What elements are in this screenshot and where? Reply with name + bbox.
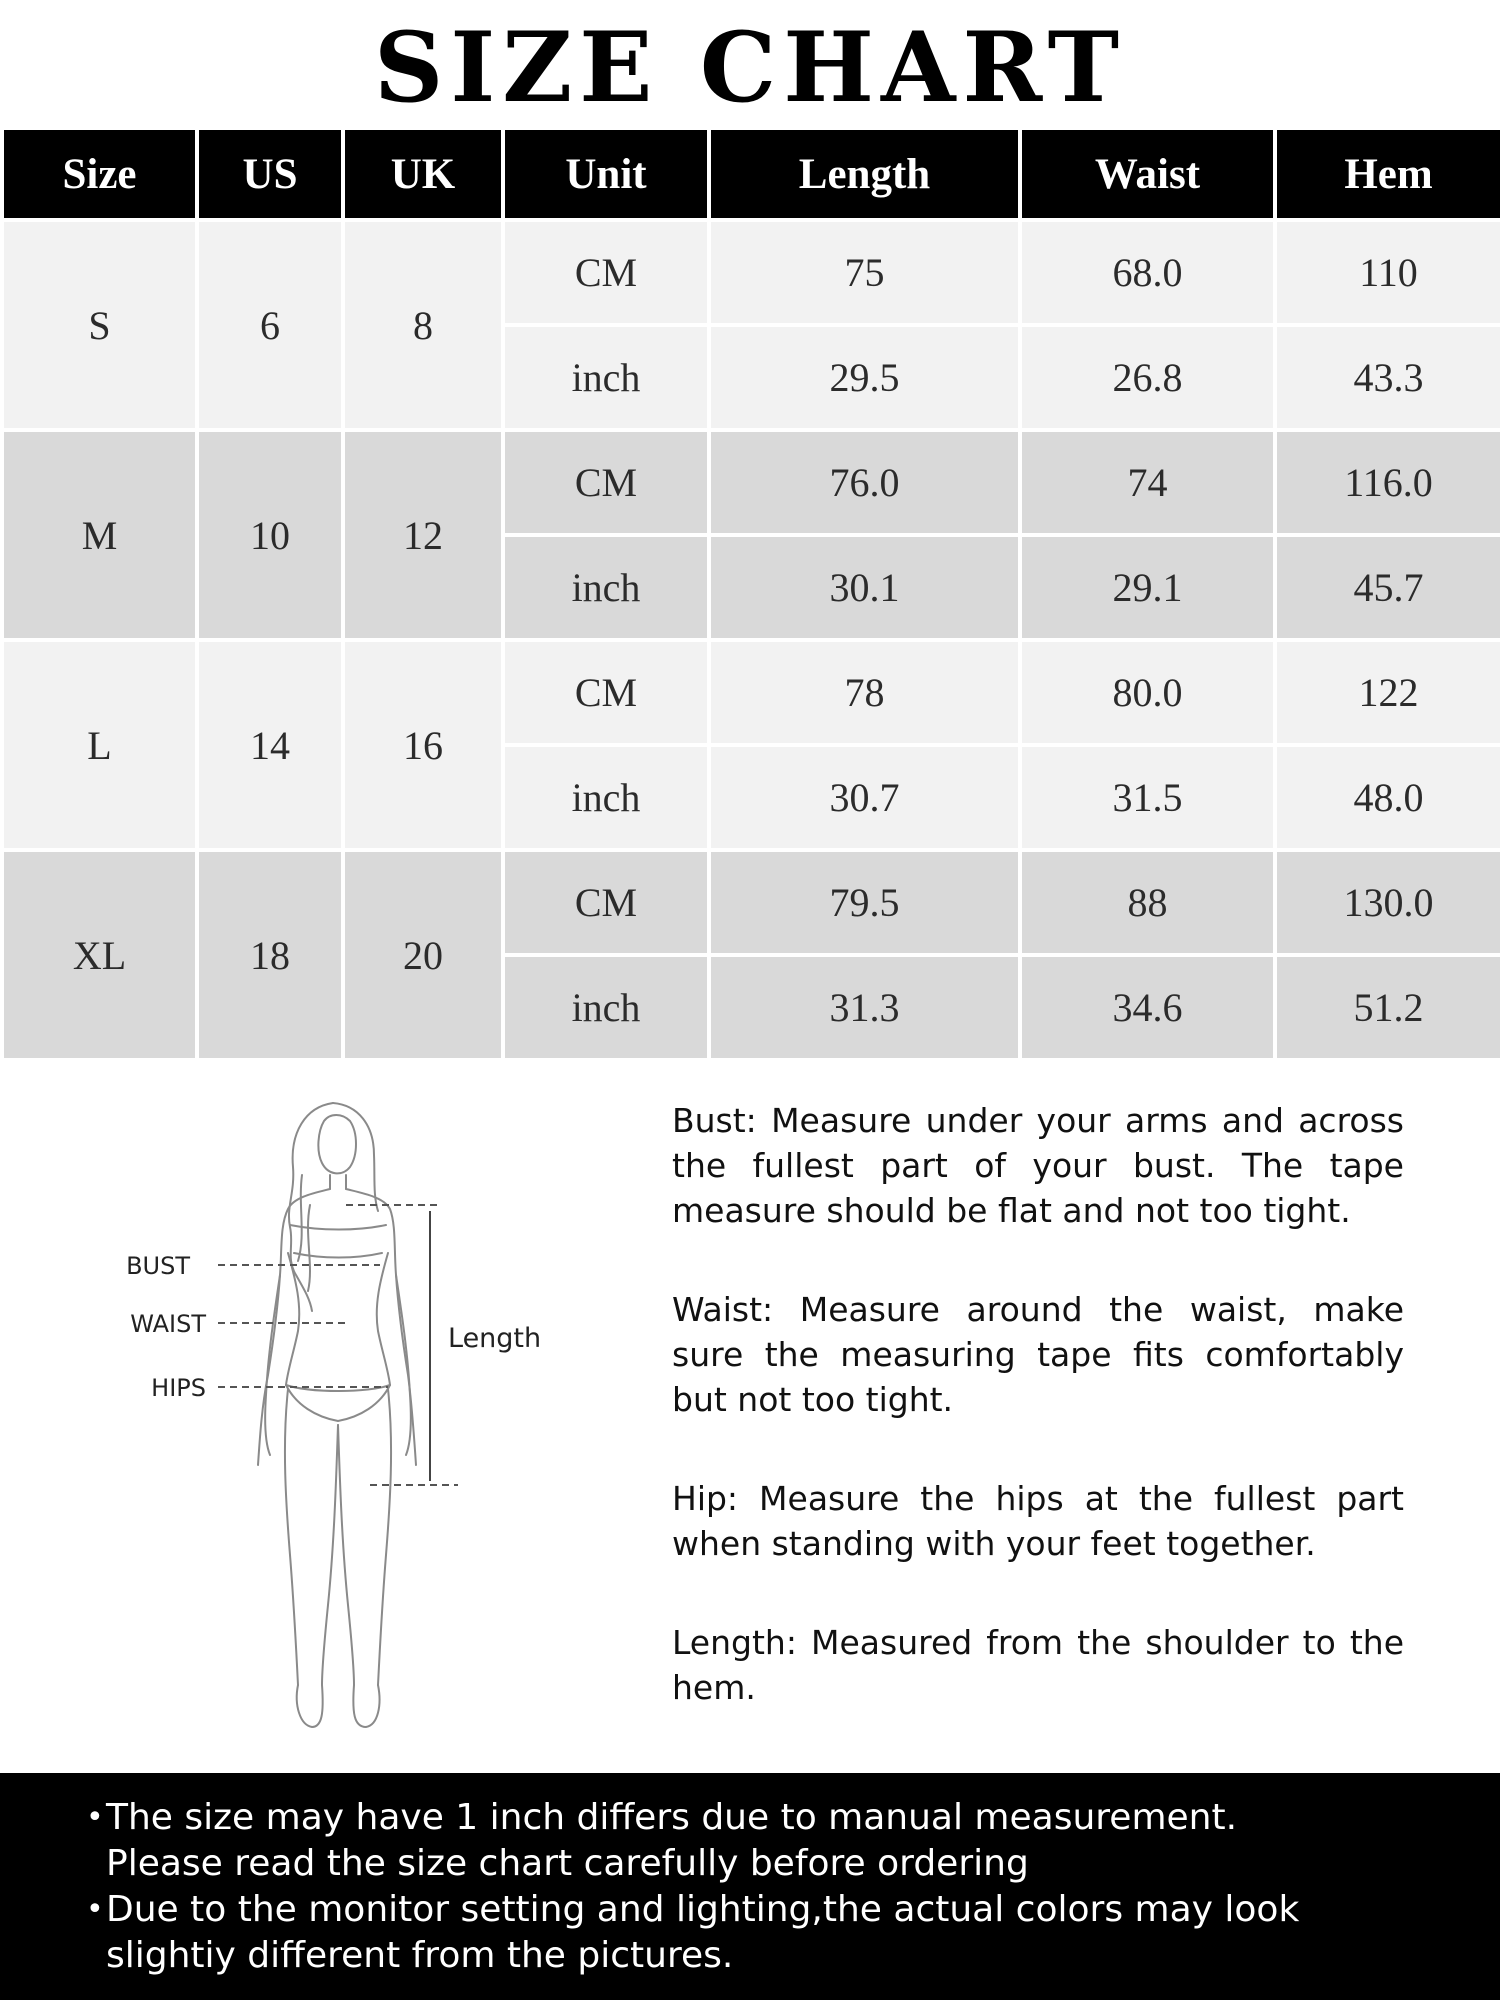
- us-size-cell: 18: [197, 850, 343, 1060]
- hem-cell: 122: [1275, 640, 1500, 745]
- waist-note: Waist: Measure around the waist, make sure the measuring tape fits comfortably but not too tight.: [672, 1290, 1404, 1419]
- table-header-row: [2, 128, 1500, 220]
- page-title: SIZE CHART: [373, 11, 1127, 124]
- length-cell: 78: [709, 640, 1020, 745]
- header-waist: Waist: [1020, 128, 1275, 220]
- disclaimer-line: Due to the monitor setting and lighting,the actual colors may look: [106, 1889, 1300, 1930]
- length-cell: 75: [709, 220, 1020, 325]
- table-row: [2, 850, 1500, 955]
- length-cell: 79.5: [709, 850, 1020, 955]
- waist-cell: 29.1: [1020, 535, 1275, 640]
- uk-size-cell: 20: [343, 850, 503, 1060]
- bullet-icon: •: [86, 1800, 104, 1835]
- hips-label: HIPS: [151, 1374, 206, 1402]
- uk-size-cell: 12: [343, 430, 503, 640]
- hem-cell: 43.3: [1275, 325, 1500, 430]
- disclaimer-item: [88, 1795, 1440, 1887]
- waist-cell: 80.0: [1020, 640, 1275, 745]
- table-row: [2, 430, 1500, 535]
- header-unit: Unit: [503, 128, 709, 220]
- size-cell: XL: [2, 850, 197, 1060]
- length-cell: 31.3: [709, 955, 1020, 1060]
- us-size-cell: 10: [197, 430, 343, 640]
- body-diagram: [90, 1085, 610, 1745]
- body-outline: [258, 1103, 416, 1727]
- unit-cell: CM: [503, 430, 709, 535]
- bust-label: BUST: [126, 1252, 190, 1280]
- bullet-icon: •: [86, 1892, 104, 1927]
- size-cell: M: [2, 430, 197, 640]
- us-size-cell: 6: [197, 220, 343, 430]
- unit-cell: CM: [503, 220, 709, 325]
- unit-cell: inch: [503, 535, 709, 640]
- waist-cell: 31.5: [1020, 745, 1275, 850]
- waist-label: WAIST: [130, 1310, 206, 1338]
- disclaimer-line: Please read the size chart carefully before ordering: [106, 1843, 1029, 1884]
- unit-cell: inch: [503, 745, 709, 850]
- measurement-figure: [90, 1085, 610, 1745]
- size-table: [0, 126, 1500, 1062]
- header-size: Size: [2, 128, 197, 220]
- header-hem: Hem: [1275, 128, 1500, 220]
- table-row: [2, 640, 1500, 745]
- hem-cell: 48.0: [1275, 745, 1500, 850]
- unit-cell: CM: [503, 850, 709, 955]
- length-cell: 30.7: [709, 745, 1020, 850]
- uk-size-cell: 16: [343, 640, 503, 850]
- length-cell: 30.1: [709, 535, 1020, 640]
- waist-cell: 74: [1020, 430, 1275, 535]
- footer-disclaimer: [0, 1773, 1500, 2000]
- measurement-notes: [672, 1098, 1404, 1710]
- bust-note: Bust: Measure under your arms and across the fullest part of your bust. The tape measure should be flat and not too tight.: [672, 1101, 1404, 1230]
- waist-cell: 26.8: [1020, 325, 1275, 430]
- uk-size-cell: 8: [343, 220, 503, 430]
- table-row: [2, 220, 1500, 325]
- unit-cell: inch: [503, 325, 709, 430]
- header-us: US: [197, 128, 343, 220]
- disclaimer-item: [88, 1887, 1440, 1979]
- hem-cell: 45.7: [1275, 535, 1500, 640]
- unit-cell: CM: [503, 640, 709, 745]
- size-cell: L: [2, 640, 197, 850]
- unit-cell: inch: [503, 955, 709, 1060]
- hem-cell: 116.0: [1275, 430, 1500, 535]
- length-label: Length: [448, 1323, 542, 1354]
- header-length: Length: [709, 128, 1020, 220]
- waist-cell: 88: [1020, 850, 1275, 955]
- hip-note: Hip: Measure the hips at the fullest part when standing with your feet together.: [672, 1479, 1404, 1563]
- size-cell: S: [2, 220, 197, 430]
- disclaimer-line: The size may have 1 inch differs due to manual measurement.: [106, 1797, 1238, 1838]
- length-cell: 76.0: [709, 430, 1020, 535]
- hem-cell: 51.2: [1275, 955, 1500, 1060]
- hem-cell: 130.0: [1275, 850, 1500, 955]
- length-note: Length: Measured from the shoulder to the hem.: [672, 1623, 1404, 1707]
- hem-cell: 110: [1275, 220, 1500, 325]
- header-uk: UK: [343, 128, 503, 220]
- us-size-cell: 14: [197, 640, 343, 850]
- disclaimer-line: slightiy different from the pictures.: [106, 1935, 734, 1976]
- waist-cell: 68.0: [1020, 220, 1275, 325]
- length-cell: 29.5: [709, 325, 1020, 430]
- waist-cell: 34.6: [1020, 955, 1275, 1060]
